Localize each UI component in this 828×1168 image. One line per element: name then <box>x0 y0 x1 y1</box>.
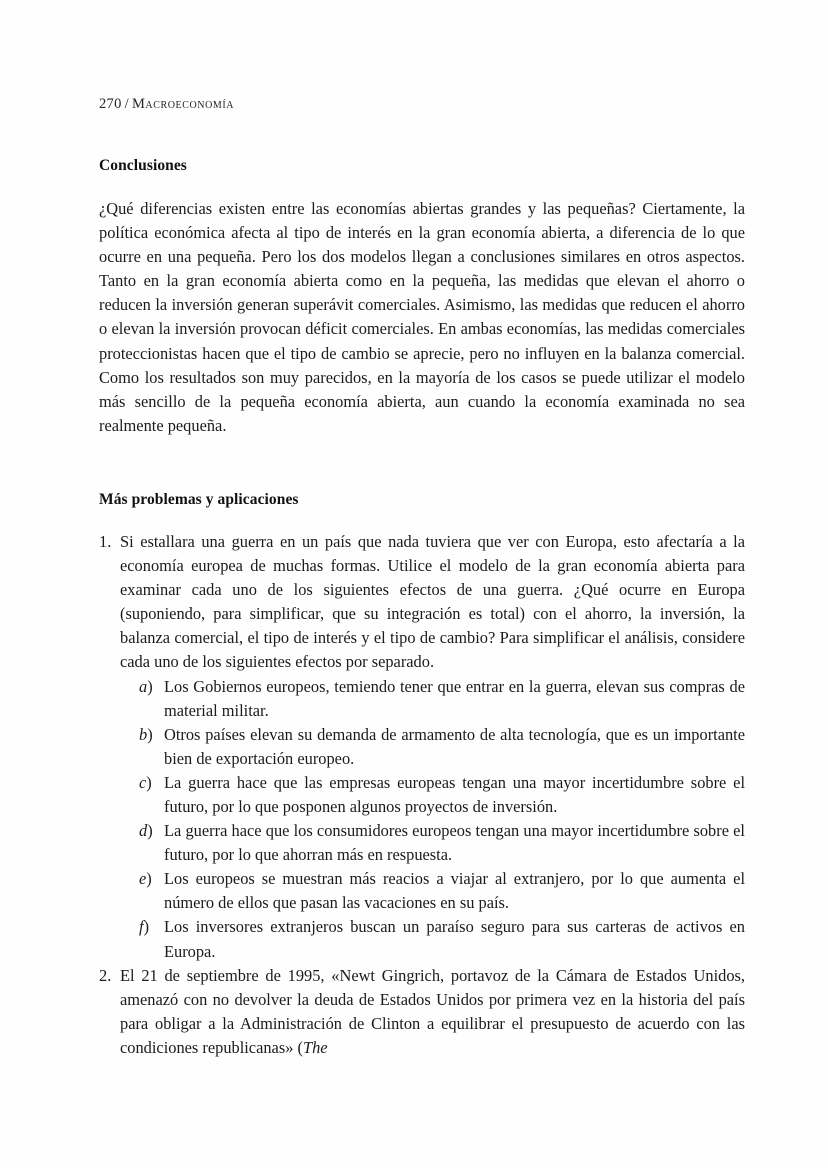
list-marker: 1. <box>99 531 112 551</box>
sub-list-letter: e <box>139 869 147 889</box>
sub-list-marker: c) <box>139 772 152 792</box>
sub-list-marker: a) <box>139 676 153 696</box>
sub-list-marker: b) <box>139 724 153 744</box>
sub-list-item-text: La guerra hace que los consumidores europeos tengan una mayor incertidumbre sobre el futuro, por lo que ahorran más en respuesta. <box>164 821 745 865</box>
page-number: 270 <box>99 96 122 112</box>
sub-list-letter: b <box>139 724 148 744</box>
sub-list-problem-1 <box>120 675 745 964</box>
list-item-sub-a <box>139 675 745 723</box>
list-item-sub-e <box>139 867 745 915</box>
running-head <box>99 95 745 113</box>
list-item-sub-d <box>139 819 745 867</box>
list-marker: 2. <box>99 965 112 985</box>
citation-title-italic: The <box>302 1037 328 1057</box>
list-item-problem-1 <box>99 530 745 964</box>
list-item-text <box>120 964 745 1060</box>
book-title: Macroeconomía <box>131 96 235 112</box>
list-item-sub-b <box>139 723 745 771</box>
sub-list-item-text: Los Gobiernos europeos, temiendo tener que entrar en la guerra, elevan sus compras de material militar. <box>164 676 745 720</box>
sub-list-marker: f) <box>139 917 150 937</box>
heading-conclusiones: Conclusiones <box>99 157 187 174</box>
sub-list-marker: d) <box>139 821 153 841</box>
sub-list-letter: c <box>139 772 147 792</box>
sub-list-item-text: Los europeos se muestran más reacios a viajar al extranjero, por lo que aumenta el número de ellos que pasan las vacaciones en su país. <box>164 869 745 913</box>
sub-list-item-text: La guerra hace que las empresas europeas tengan una mayor incertidumbre sobre el futuro, por lo que posponen algunos proyectos de inversión. <box>164 772 745 816</box>
list-item-text-main: El 21 de septiembre de 1995, «Newt Gingrich, portavoz de la Cámara de Estados Unidos, amenazó con no devolver la deuda de Estados Unidos por primera vez en la historia del país para obligar a la Administración de Clinton a equilibrar el presupuesto de acuerdo con las condiciones republicanas» ( <box>120 965 745 1057</box>
sub-list-letter: a <box>139 676 148 696</box>
sub-list-letter: f <box>139 917 144 937</box>
page-content <box>99 95 745 1060</box>
problems-list <box>99 530 745 1060</box>
heading-mas-problemas: Más problemas y aplicaciones <box>99 490 299 508</box>
list-item-sub-f <box>139 915 745 963</box>
running-head-separator: / <box>124 96 129 112</box>
sub-list-item-text: Otros países elevan su demanda de armamento de alta tecnología, que es un importante bien de exportación europeo. <box>164 724 745 768</box>
sub-list-item-text: Los inversores extranjeros buscan un paraíso seguro para sus carteras de activos en Europa. <box>164 917 745 961</box>
list-item-problem-2 <box>99 964 745 1060</box>
paragraph-conclusiones: ¿Qué diferencias existen entre las economías abiertas grandes y las pequeñas? Ciertamente, la política económica afecta al tipo de interés en la gran economía abierta, a diferencia de lo que ocurre en una pequeña. Pero los dos modelos llegan a conclusiones similares en otros aspectos. Tanto en la gran economía abierta como en la pequeña, las medidas que elevan el ahorro o reducen la inversión generan superávit comerciales. Asimismo, las medidas que reducen el ahorro o elevan la inversión provocan déficit comerciales. En ambas economías, las medidas comerciales proteccionistas hacen que el tipo de cambio se aprecie, pero no influyen en la balanza comercial. Como los resultados son muy parecidos, en la mayoría de los casos se puede utilizar el modelo más sencillo de la pequeña economía abierta, aun cuando la economía examinada no sea realmente pequeña. <box>99 199 745 435</box>
list-item-text: Si estallara una guerra en un país que nada tuviera que ver con Europa, esto afectaría a la economía europea de muchas formas. Utilice el modelo de la gran economía abierta para examinar cada uno de los siguientes efectos de una guerra. ¿Qué ocurre en Europa (suponiendo, para simplificar, que su integración es total) con el ahorro, la inversión, la balanza comercial, el tipo de interés y el tipo de cambio? Para simplificar el análisis, considere cada uno de los siguientes efectos por separado. <box>120 531 745 672</box>
sub-list-marker: e) <box>139 869 152 889</box>
sub-list-letter: d <box>139 821 148 841</box>
list-item-sub-c <box>139 771 745 819</box>
